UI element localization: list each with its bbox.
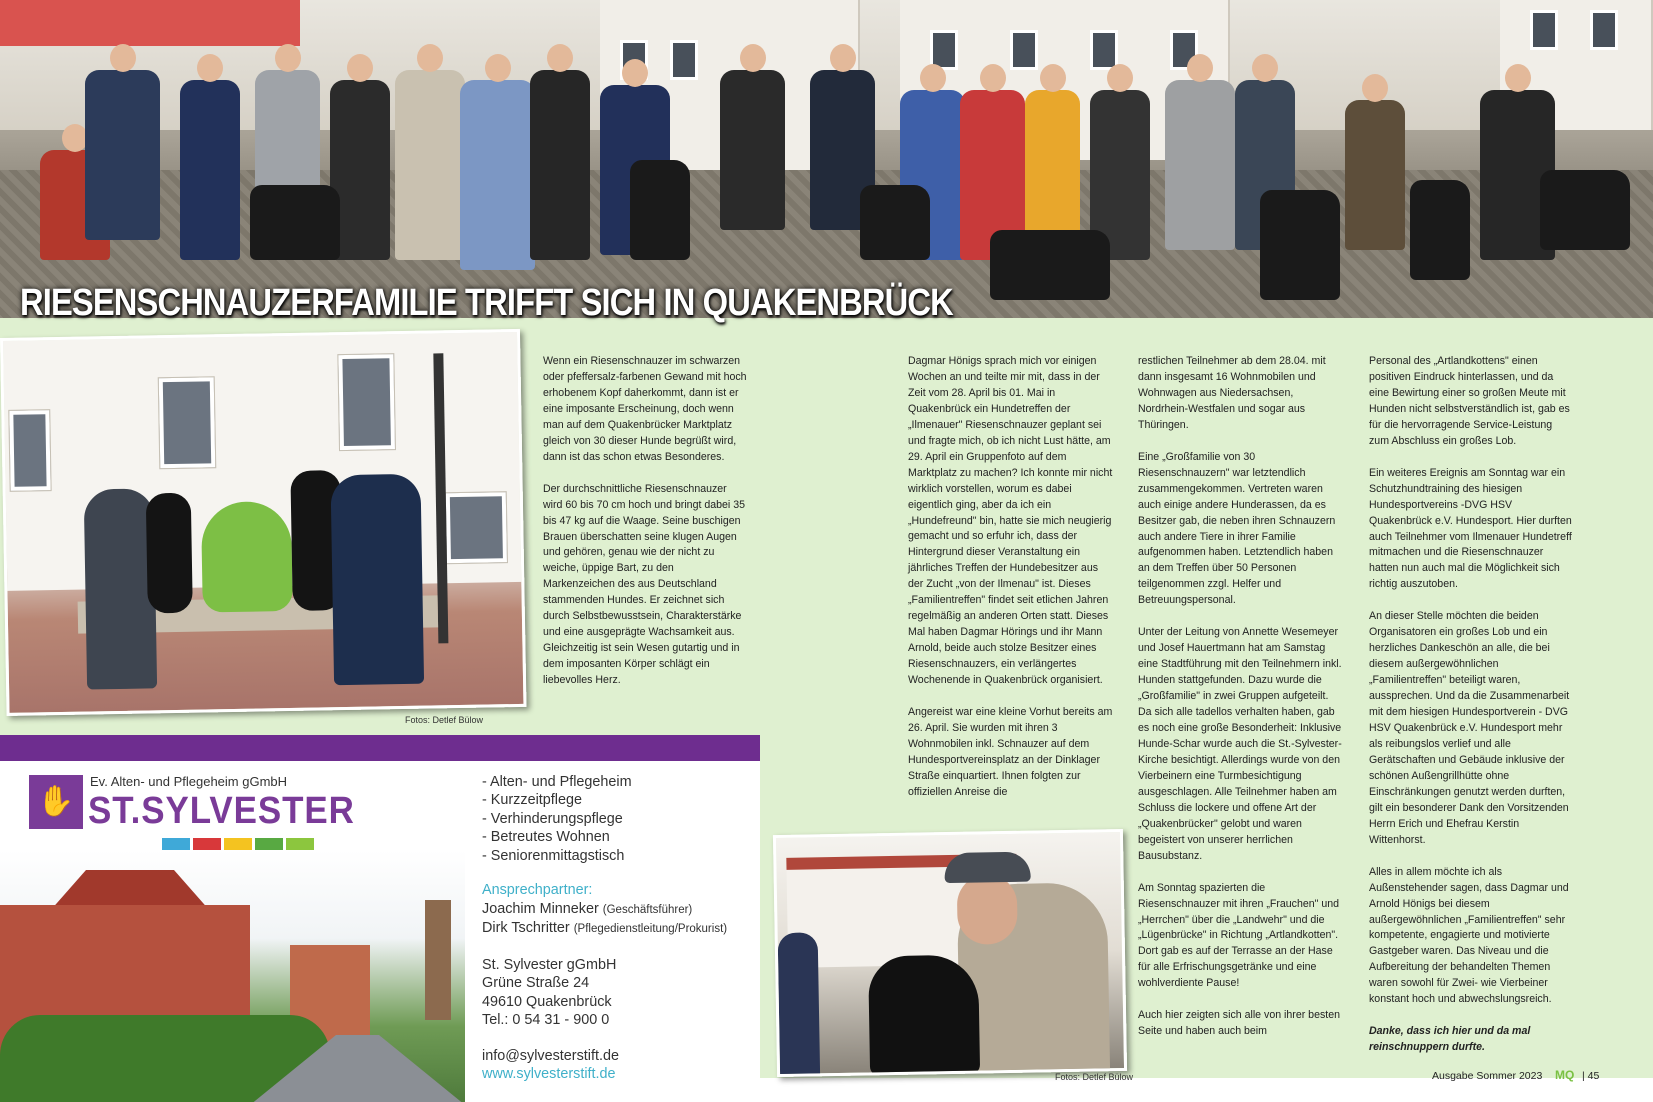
dog bbox=[1410, 180, 1470, 280]
page-number: | 45 bbox=[1582, 1070, 1600, 1082]
paragraph: An dieser Stelle möchten die beiden Organisatoren ein großes Lob und ein herzliches Dankeschön an alle, die bei diesem außergewöhnlichen „Familientreffen" beteiligt waren, aussprechen. Und da die Zusammenarbeit mit dem hiesigen Hundesportverein - DVG HSV Quakenbrück e.V. Hundesport mehr als reibungslos verlief und alle Gerätschaften und Gebäude inklusive der schönen Außengrillhütte ohne Einschränkungen genutzt werden durften, gilt ein besonderer Dank den Vorsitzenden Herrn Erich und Ehefrau Kerstin Wittenhorst. bbox=[1369, 610, 1570, 846]
paragraph: Angereist war eine kleine Vorhut bereits am 26. April. Sie wurden mit ihren 3 Wohnmobilen inkl. Schnauzer auf dem Hundesportvereinsplatz an der Dinklager Straße einquartiert. Ihnen folgten zur offiziellen Anreise die bbox=[908, 706, 1113, 798]
service-item: - Seniorenmittagstisch bbox=[482, 847, 625, 864]
website-link[interactable]: www.sylvesterstift.de bbox=[482, 1066, 616, 1082]
phone: Tel.: 0 54 31 - 900 0 bbox=[482, 1012, 610, 1029]
dog bbox=[990, 230, 1110, 300]
photo-window bbox=[159, 377, 216, 468]
paragraph: Ein weiteres Ereignis am Sonntag war ein Schutzhundtraining des hiesigen Hundesportvereins -DVG HSV Quakenbrück e.V. Hundesport. Hier durften auch Teilnehmer vom Ilmenauer Hundetreff mitmachen und die Riesenschnauzer hatten nun auch mal die Möglichkeit sich richtig auszutoben. bbox=[1369, 466, 1572, 591]
woman-right bbox=[330, 474, 424, 686]
photo-window bbox=[338, 354, 395, 450]
contact-name: Joachim Minneker bbox=[482, 901, 599, 917]
cafe-awning bbox=[0, 0, 300, 46]
paragraph: Personal des „Artlandkottens" einen positiven Eindruck hinterlassen, und da eine Bewirtung einer so großen Meute mit Hunden nicht selbstverständlich ist, gab es für die hervorragende Service-Leistung zum Abschluss ein großes Lob. bbox=[1369, 355, 1570, 447]
person bbox=[1345, 100, 1405, 250]
handshake-icon: ✋ bbox=[29, 775, 83, 829]
contact-name: Dirk Tschritter bbox=[482, 920, 570, 937]
photo-window bbox=[446, 492, 507, 563]
frog-statue-photo bbox=[0, 329, 527, 716]
address-line: St. Sylvester gGmbH bbox=[482, 957, 617, 973]
man-with-dog-photo bbox=[773, 829, 1127, 1077]
person bbox=[1165, 80, 1235, 250]
text-column-2 bbox=[908, 354, 1113, 817]
paragraph: Eine „Großfamilie von 30 Riesenschnauzern" war letztendlich zusammengekommen. Vertreten waren auch einige andere Hunderassen, da es Besitzer gab, die neben ihren Schnauzern auch andere Tiere in ihrer Familie aufgenommen haben. Letztendlich haben an dem Treffen über 50 Personen teilgenommen zzgl. Helfer und Betreuungspersonal. bbox=[1138, 450, 1336, 607]
dog bbox=[868, 955, 980, 1077]
paragraph: Der durchschnittliche Riesenschnauzer wird 60 bis 70 cm hoch und bringt dabei 35 bis 47 kg auf die Waage. Seine buschigen Brauen überschatten seine klugen Augen und gehören, genau wie der nicht zu weiche, üppige Bart, zu den Markenzeichen des aus Deutschland stammenden Hundes. Er zeichnet sich durch Selbstbewusstsein, Charakterstärke und eine ausgeprägte Wachsamkeit aus. Gleichzeitig ist sein Wesen gutartig und in dem imposanten Körper schlägt ein liebevolles Herz. bbox=[543, 482, 745, 687]
contact-heading: Ansprechpartner: bbox=[482, 882, 593, 898]
frog-statue bbox=[201, 501, 293, 613]
service-item: - Betreutes Wohnen bbox=[482, 829, 610, 846]
paragraph: Wenn ein Riesenschnauzer im schwarzen oder pfeffersalz-farbenen Gewand mit hoch erhobenem Kopf daherkommt, dann ist er eine imposante Erscheinung, doch wenn man auf dem Quakenbrücker Marktplatz gleich von 30 dieser Hunde begrüßt wird, dann ist das schon etwas Besonderes. bbox=[543, 355, 747, 463]
brand-text: MQ bbox=[1555, 1068, 1575, 1082]
contacts bbox=[482, 900, 727, 939]
service-item: - Verhinderungspflege bbox=[482, 810, 623, 827]
person bbox=[530, 70, 590, 260]
ad-header-bar bbox=[0, 735, 760, 761]
dog bbox=[146, 493, 193, 614]
dog bbox=[860, 185, 930, 260]
paragraph: Unter der Leitung von Annette Wesemeyer und Josef Hauertmann hat am Samstag eine Stadtführung mit den Teilnehmern inkl. Hunden stattgefunden. Dazu wurde die „Großfamilie" in zwei Gruppen aufgeteilt. Da sich alle tadellos verhalten haben, gab es noch eine große Besonderheit: Inklusive Hunde-Schar wurde auch die St.-Sylvester-Kirche besichtigt. Allerdings wurde von den Vierbeinern eine Turmbesichtigung ausgeschlagen. Alle Teilnehmer haben am Schluss die lockere und offene Art der „Quakenbrücker" gelobt und waren begeistert von unserer herrlichen Bausubstanz. bbox=[1138, 626, 1342, 862]
flat-cap bbox=[944, 852, 1031, 883]
woman bbox=[778, 932, 821, 1077]
nursing-home-photo bbox=[0, 850, 465, 1102]
address-line: 49610 Quakenbrück bbox=[482, 993, 612, 1010]
paragraph: Alles in allem möchte ich als Außenstehender sagen, dass Dagmar und Arnold Hönigs bei diesem außergewöhnlichen „Familientreffen" sehr kompetente, engagierte und motivierte Gastgeber waren. Das Niveau und die Aufbereitung der behandelten Themen waren sowohl für Zwei- wie Vierbeiner konstant hoch und abwechslungsreich. bbox=[1369, 865, 1569, 1006]
address bbox=[482, 956, 616, 1030]
text-column-4 bbox=[1369, 354, 1574, 1072]
contact-role: (Geschäftsführer) bbox=[602, 904, 693, 916]
paragraph: Am Sonntag spazierten die Riesenschnauzer mit ihren „Frauchen" und „Herrchen" über die „Landwehr" und die „Lügenbrücke" in Richtung „Artlandkotten". Dort gab es auf der Terrasse an der Hase für alle Erfrischungsgetränke und eine wohlverdiente Pause! bbox=[1138, 881, 1340, 990]
ad-subtitle: Ev. Alten- und Pflegeheim gGmbH bbox=[90, 774, 288, 789]
paragraph: Dagmar Hönigs sprach mich vor einigen Wochen an und teilte mir mit, dass in der Zeit vom 28. April bis 01. Mai in Quakenbrück ein Hundetreffen der „Ilmenauer" Riesenschnauzer geplant sei und fragte mich, ob ich nicht Lust hätte, am 29. April ein Gruppenfoto auf dem Marktplatz zu machen? Ich konnte mir nicht wirklich vorstellen, worum es dabei eigentlich ging, aber da ich ein „Hundefreund" bin, hatte sie mich neugierig gemacht und so erfuhr ich, dass der Hintergrund dieser Veranstaltung ein jährliches Treffen der Hundebesitzer aus der Zucht „von der Ilmenau" ist. Dieses „Familientreffen" findet seit etlichen Jahren regelmäßig an anderen Orten statt. Dieses Mal haben Dagmar Hörings und ihr Mann Arnold, beide auch stolze Besitzer eines Riesenschnauzers, ein verlängertes Wochenende in Quakenbrück organisiert. bbox=[908, 355, 1113, 687]
service-item: - Alten- und Pflegeheim bbox=[482, 774, 632, 790]
contact-role: (Pflegedienstleitung/Prokurist) bbox=[573, 923, 728, 936]
dog bbox=[1540, 170, 1630, 250]
photo-window bbox=[9, 410, 50, 491]
service-item: - Kurzzeitpflege bbox=[482, 792, 582, 809]
services-list bbox=[482, 773, 632, 865]
person bbox=[460, 80, 535, 270]
face bbox=[957, 874, 1018, 945]
dog bbox=[1260, 190, 1340, 300]
person bbox=[720, 70, 785, 230]
address-line: Grüne Straße 24 bbox=[482, 975, 590, 992]
person bbox=[395, 70, 465, 260]
closing-paragraph: Danke, dass ich hier und da mal reinschnuppern durfte. bbox=[1369, 1025, 1531, 1054]
photo-credit: Fotos: Detlef Bülow bbox=[1055, 1072, 1134, 1082]
article-headline: RIESENSCHNAUZERFAMILIE TRIFFT SICH IN QUAKENBRÜCK bbox=[20, 282, 953, 324]
text-column-3 bbox=[1138, 354, 1343, 1056]
paragraph: restlichen Teilnehmer ab dem 28.04. mit dann insgesamt 16 Wohnmobilen und Wohnwagen aus Niedersachsen, Nordrhein-Westfalen und sogar aus Thüringen. bbox=[1138, 355, 1326, 431]
issue-label: Ausgabe Sommer 2023 bbox=[1432, 1070, 1543, 1082]
paragraph: Auch hier zeigten sich alle von ihrer besten Seite und haben auch beim bbox=[1138, 1009, 1340, 1038]
dog bbox=[250, 185, 340, 260]
person bbox=[180, 80, 240, 260]
dog bbox=[630, 160, 690, 260]
magazine-logo bbox=[1555, 1068, 1574, 1082]
person bbox=[85, 70, 160, 240]
photo-credit: Fotos: Detlef Bülow bbox=[405, 715, 484, 725]
text-column-1 bbox=[543, 354, 748, 705]
email-link[interactable]: info@sylvesterstift.de bbox=[482, 1048, 619, 1064]
ad-brand: ST.SYLVESTER bbox=[88, 790, 355, 832]
